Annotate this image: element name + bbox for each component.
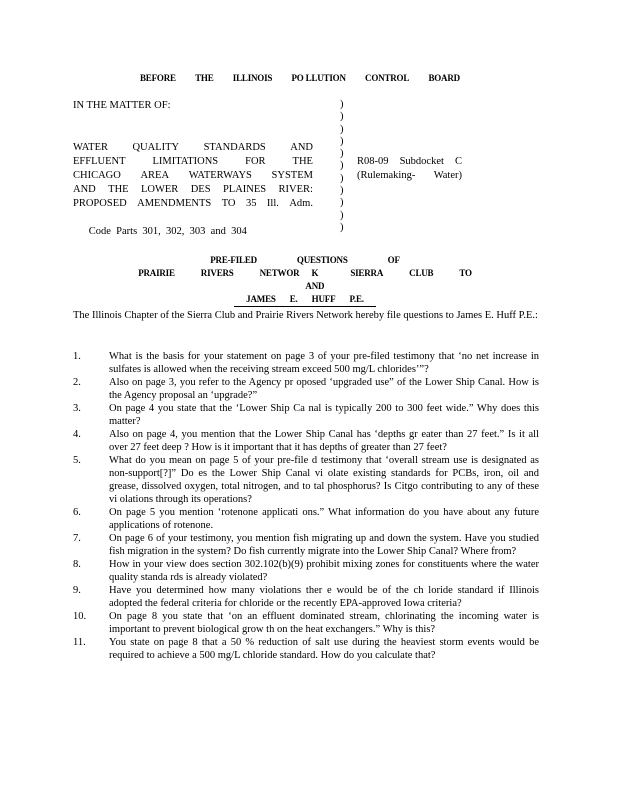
question-text: You state on page 8 that a 50 % reduction of salt use during the heaviest storm events would be required to achieve a 500 mg/L chloride standard. How do you calculate that? [109,637,539,661]
question-number: 1. [73,351,81,362]
question-text: On page 6 of your testimony, you mention fish migrating up and down the system. Have you studied fish migration in the system? Do fish currently migrate into the Lower Ship Canal? Where from? [109,533,539,557]
question-text: Also on page 3, you refer to the Agency pr oposed ‘upgraded use” of the Lower Ship Canal. How is the Agency proposal an ‘upgrade?” [109,377,539,401]
question-number: 11. [73,637,86,648]
question-number: 5. [73,455,81,466]
header-word: THE [195,73,214,83]
question-text: What is the basis for your statement on page 3 of your pre-filed testimony that ‘no net increase in sulfates is allowed when the receiving stream exceed 500 mg/L chlorides’”? [109,351,539,375]
question-number: 3. [73,403,81,414]
question-number: 8. [73,559,81,570]
title-line [138,267,472,293]
caption-word: CHICAGO [73,170,121,181]
caption-word: THE [108,184,129,195]
question-text: Have you determined how many violations ther e would be of the ch loride standard if Illinois adopted the federal criteria for chloride or the recently EPA-approved Iowa criteria? [109,585,539,609]
header-word: ILLINOIS [232,73,273,83]
question-item [73,584,539,610]
header-word: CONTROL [365,73,410,83]
paren: ) [340,99,344,110]
caption-word: QUALITY [132,142,180,153]
caption-word: STANDARDS [203,142,266,153]
paren: ) [340,172,344,184]
caption-line [73,169,313,183]
question-item [73,558,539,584]
title-word: TO [459,268,472,278]
caption-word: SYSTEM [271,170,313,181]
question-text: On page 5 you mention ‘rotenone applicati ons.” What information do you have about any future applications of rotenone. [109,507,539,531]
question-item [73,636,539,662]
caption-parentheses [340,99,344,234]
title-word: CLUB [409,268,434,278]
docket-word: Subdocket [399,156,444,167]
header-word: PO LLUTION [291,73,346,83]
paren: ) [340,197,344,209]
question-item [73,402,539,428]
caption-line [73,211,313,253]
board-header [140,73,460,83]
question-item [73,428,539,454]
question-number: 9. [73,585,81,596]
question-number: 6. [73,507,81,518]
caption-word: AND [290,142,313,153]
caption-word: Adm. [289,198,313,209]
docket-line [357,155,462,169]
question-text: Also on page 4, you mention that the Lower Ship Canal has ‘depths gr eater than 27 feet.” Is it all over 27 feet deep ? How is it important that it has depths of greater than 27 feet? [109,429,539,453]
caption-line [73,183,313,197]
paren: ) [340,221,344,233]
docket-word: C [454,156,462,167]
caption-word: AMENDMENTS [137,198,212,209]
title-word: PRAIRIE [138,268,175,278]
question-item [73,610,539,636]
question-item [73,376,539,402]
question-number: 2. [73,377,81,388]
question-item [73,532,539,558]
title-line-underlined [234,293,376,307]
caption-word: 35 [245,198,257,209]
caption-word: EFFLUENT [73,156,126,167]
caption-word: AND [73,184,96,195]
title-word: K AND [305,268,325,291]
caption-word: WATER [73,142,108,153]
title-word: PRE-FILED [210,255,257,265]
in-the-matter-label: IN THE MATTER OF: [73,100,171,111]
paren: ) [340,185,344,197]
paren: ) [340,209,344,221]
title-word: SIERRA [350,268,384,278]
question-list [73,350,539,662]
title-word: JAMES [246,294,276,304]
question-item [73,454,539,506]
caption-line [73,155,313,169]
question-number: 4. [73,429,81,440]
caption-word: RIVER: [278,184,313,195]
caption-word: TO [221,198,236,209]
caption-word: THE [292,156,313,167]
title-word: OF [387,255,400,265]
title-word: NETWOR [259,268,300,278]
paren: ) [340,135,344,147]
case-caption [73,141,313,253]
docket-number [357,155,462,183]
paren: ) [340,123,344,135]
title-line [150,254,460,267]
caption-word: Ill. [266,198,279,209]
title-word: P.E. [349,294,364,304]
caption-word: PLAINES [222,184,267,195]
question-text: How in your view does section 302.102(b)(9) prohibit mixing zones for constituents where the water quality standa rds is already violated? [109,559,539,583]
header-word: BEFORE [140,73,176,83]
title-word: RIVERS [200,268,234,278]
docket-word: Water) [433,170,462,181]
caption-line [73,197,313,211]
document-title [138,254,472,307]
caption-word: Code Parts 301, 302, 303 and 304 [88,226,247,237]
title-word: HUFF [311,294,336,304]
question-number: 7. [73,533,81,544]
intro-paragraph: The Illinois Chapter of the Sierra Club and Prairie Rivers Network hereby file questions to James E. Huff P.E.: [73,310,538,321]
caption-line [73,141,313,155]
caption-word: FOR [245,156,266,167]
docket-word: (Rulemaking- [357,170,416,181]
docket-line [357,169,462,183]
paren: ) [340,111,344,123]
paren: ) [340,148,344,160]
caption-word: DES [190,184,211,195]
title-word: QUESTIONS [296,255,348,265]
caption-word: PROPOSED [73,198,127,209]
caption-word: LOWER [140,184,179,195]
caption-word: LIMITATIONS [152,156,219,167]
question-number: 10. [73,611,87,622]
title-word: E. [289,294,298,304]
caption-word: WATERWAYS [188,170,252,181]
question-item [73,350,539,376]
docket-word: R08-09 [357,156,389,167]
caption-word: AREA [140,170,170,181]
question-text: On page 8 you state that ‘on an effluent dominated stream, chlorinating the incoming water is important to prevent biological grow th on the heat exchangers.” Why is this? [109,611,539,635]
question-text: What do you mean on page 5 of your pre-file d testimony that ‘overall stream use is designated as non-support[?]” Do es the Lower Ship Canal vi olate existing standards for PCBs, iron, oil and grease, dissolved oxygen, total nitrogen, and to tal phosphorus? Is Citgo contributing to any of these vi olations through its operations? [109,455,539,505]
question-text: On page 4 you state that the ‘Lower Ship Ca nal is typically 200 to 300 feet wide.” Why does this matter? [109,403,539,427]
paren: ) [340,160,344,172]
header-word: BOARD [428,73,460,83]
question-item [73,506,539,532]
